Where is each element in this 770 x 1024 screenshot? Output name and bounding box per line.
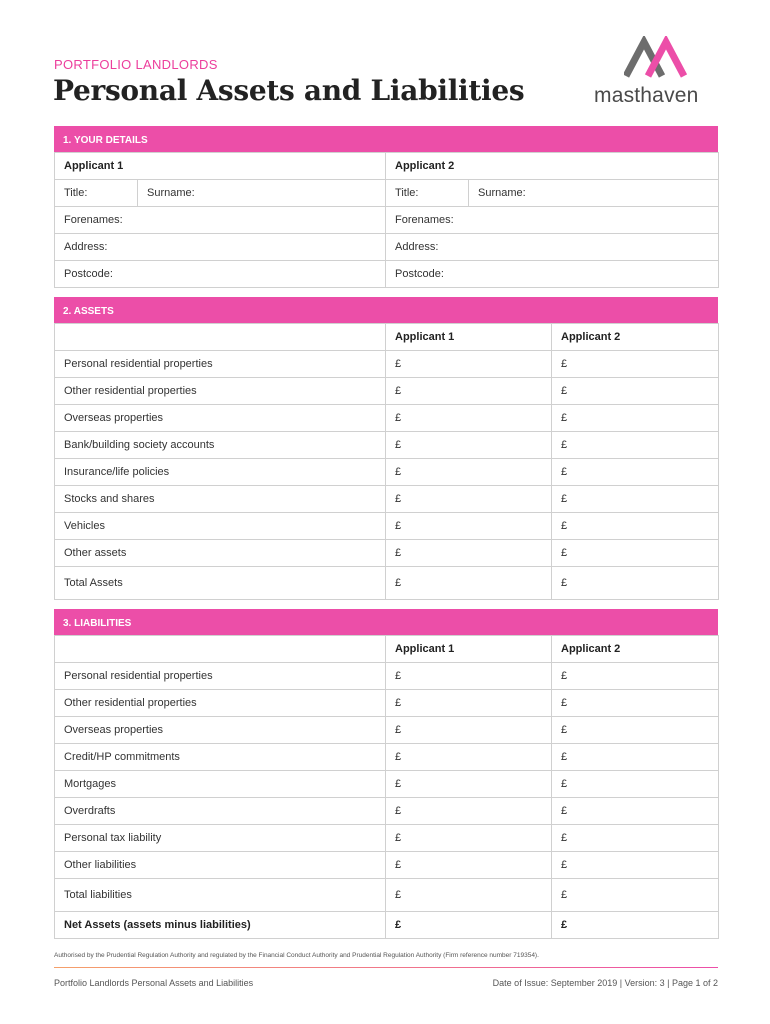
liability-applicant1-amount[interactable]: £ [386,717,552,744]
asset-row-label: Personal residential properties [55,351,386,378]
total-liabilities-applicant2-amount[interactable]: £ [552,879,719,912]
liability-applicant2-amount[interactable]: £ [552,690,719,717]
applicant1-postcode-field[interactable]: Postcode: [55,261,386,288]
masthaven-logo [594,36,719,106]
liability-row-label: Personal residential properties [55,663,386,690]
liability-applicant1-amount[interactable]: £ [386,663,552,690]
applicant1-surname-field[interactable]: Surname: [138,180,386,207]
asset-applicant1-amount[interactable]: £ [386,351,552,378]
applicant1-title-field[interactable]: Title: [55,180,138,207]
liability-applicant1-amount[interactable]: £ [386,690,552,717]
liability-applicant2-amount[interactable]: £ [552,663,719,690]
logo-wordmark: masthaven [594,84,699,107]
asset-applicant2-amount[interactable]: £ [552,351,719,378]
liabilities-section [54,609,718,939]
liability-applicant2-amount[interactable]: £ [552,744,719,771]
total-assets-label: Total Assets [55,567,386,600]
page-title: Personal Assets and Liabilities [53,74,525,107]
your-details-heading: 1. YOUR DETAILS [54,126,718,152]
applicant2-header: Applicant 2 [386,153,719,180]
liability-applicant2-amount[interactable]: £ [552,798,719,825]
asset-applicant2-amount[interactable]: £ [552,486,719,513]
applicant1-forenames-field[interactable]: Forenames: [55,207,386,234]
applicant2-surname-field[interactable]: Surname: [469,180,719,207]
your-details-section [54,126,718,288]
page-subtitle: PORTFOLIO LANDLORDS [54,57,218,72]
liability-applicant1-amount[interactable]: £ [386,771,552,798]
liability-applicant2-amount[interactable]: £ [552,717,719,744]
applicant1-address-field[interactable]: Address: [55,234,386,261]
asset-row-label: Vehicles [55,513,386,540]
asset-row-label: Other residential properties [55,378,386,405]
asset-applicant2-amount[interactable]: £ [552,432,719,459]
liability-applicant1-amount[interactable]: £ [386,825,552,852]
asset-row-label: Bank/building society accounts [55,432,386,459]
total-liabilities-label: Total liabilities [55,879,386,912]
liability-applicant2-amount[interactable]: £ [552,852,719,879]
asset-applicant2-amount[interactable]: £ [552,378,719,405]
total-liabilities-applicant1-amount[interactable]: £ [386,879,552,912]
asset-applicant2-amount[interactable]: £ [552,540,719,567]
applicant2-address-field[interactable]: Address: [386,234,719,261]
asset-applicant1-amount[interactable]: £ [386,540,552,567]
liability-applicant1-amount[interactable]: £ [386,744,552,771]
footer-divider [54,967,718,968]
liabilities-label-header [55,636,386,663]
applicant2-postcode-field[interactable]: Postcode: [386,261,719,288]
asset-applicant1-amount[interactable]: £ [386,459,552,486]
liabilities-table [54,635,719,939]
asset-applicant1-amount[interactable]: £ [386,405,552,432]
liability-applicant1-amount[interactable]: £ [386,798,552,825]
regulatory-notice: Authorised by the Prudential Regulation Authority and regulated by the Financial Conduct Authority and Prudential Regulation Authority (Firm reference number 719354). [54,952,539,959]
asset-applicant1-amount[interactable]: £ [386,513,552,540]
asset-applicant1-amount[interactable]: £ [386,378,552,405]
liability-applicant2-amount[interactable]: £ [552,825,719,852]
applicant1-header: Applicant 1 [55,153,386,180]
liabilities-heading: 3. LIABILITIES [54,609,718,635]
liabilities-applicant1-header: Applicant 1 [386,636,552,663]
assets-applicant1-header: Applicant 1 [386,324,552,351]
asset-row-label: Overseas properties [55,405,386,432]
liability-applicant2-amount[interactable]: £ [552,771,719,798]
asset-row-label: Insurance/life policies [55,459,386,486]
asset-applicant2-amount[interactable]: £ [552,513,719,540]
assets-table [54,323,719,600]
asset-row-label: Other assets [55,540,386,567]
asset-applicant2-amount[interactable]: £ [552,459,719,486]
assets-heading: 2. ASSETS [54,297,718,323]
liability-applicant1-amount[interactable]: £ [386,852,552,879]
liability-row-label: Overdrafts [55,798,386,825]
net-assets-applicant2-amount[interactable]: £ [552,912,719,939]
liability-row-label: Personal tax liability [55,825,386,852]
assets-section [54,297,718,600]
total-assets-applicant2-amount[interactable]: £ [552,567,719,600]
masthaven-mark-icon [624,36,688,78]
assets-applicant2-header: Applicant 2 [552,324,719,351]
liability-row-label: Credit/HP commitments [55,744,386,771]
your-details-table [54,152,719,288]
footer-document-name: Portfolio Landlords Personal Assets and Liabilities [54,978,254,988]
asset-applicant1-amount[interactable]: £ [386,486,552,513]
net-assets-applicant1-amount[interactable]: £ [386,912,552,939]
assets-label-header [55,324,386,351]
applicant2-forenames-field[interactable]: Forenames: [386,207,719,234]
liabilities-applicant2-header: Applicant 2 [552,636,719,663]
footer-issue-info: Date of Issue: September 2019 | Version: 3 | Page 1 of 2 [492,978,718,988]
liability-row-label: Other residential properties [55,690,386,717]
asset-applicant1-amount[interactable]: £ [386,432,552,459]
asset-row-label: Stocks and shares [55,486,386,513]
liability-row-label: Overseas properties [55,717,386,744]
applicant2-title-field[interactable]: Title: [386,180,469,207]
net-assets-label: Net Assets (assets minus liabilities) [55,912,386,939]
total-assets-applicant1-amount[interactable]: £ [386,567,552,600]
asset-applicant2-amount[interactable]: £ [552,405,719,432]
liability-row-label: Other liabilities [55,852,386,879]
liability-row-label: Mortgages [55,771,386,798]
